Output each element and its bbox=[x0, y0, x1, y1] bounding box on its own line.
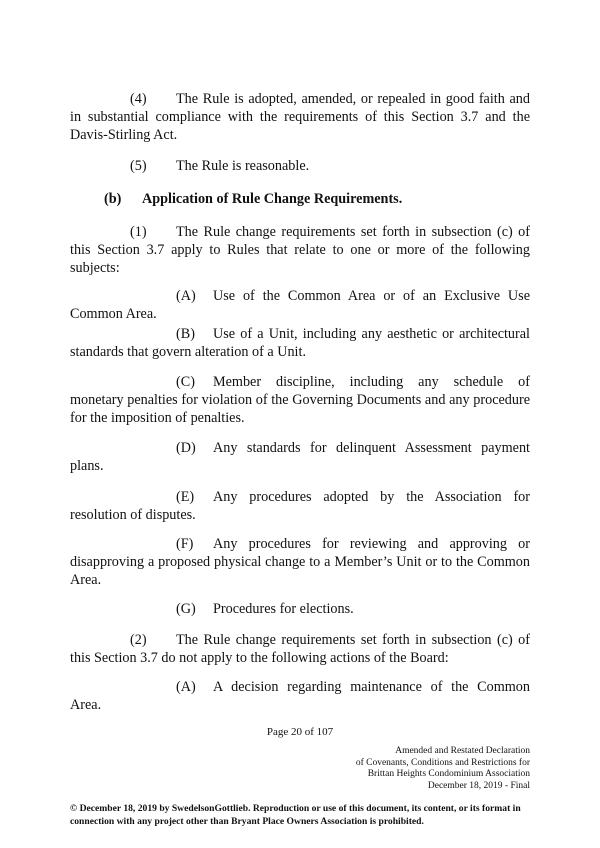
paragraph-label: (E) bbox=[176, 489, 195, 505]
paragraph-text: Member discipline, including any schedule of monetary penalties for violation of the Governing Documents and any procedure for the imposition of penalties. bbox=[70, 374, 530, 426]
paragraph-label: (B) bbox=[176, 326, 195, 342]
section-heading-b bbox=[70, 190, 530, 208]
paragraph-text: The Rule change requirements set forth in subsection (c) of this Section 3.7 apply to Rules that relate to one or more of the following subjects: bbox=[70, 224, 530, 276]
paragraph-label: (2) bbox=[130, 632, 147, 648]
paragraph-1 bbox=[70, 223, 530, 277]
paragraph-A bbox=[70, 287, 530, 323]
paragraph-label: (F) bbox=[176, 536, 194, 552]
footer-line: December 18, 2019 - Final bbox=[427, 780, 530, 791]
paragraph-label: (G) bbox=[176, 601, 196, 617]
paragraph-text: The Rule is reasonable. bbox=[176, 158, 310, 174]
paragraph-text: The Rule is adopted, amended, or repealed in good faith and in substantial compliance with the requirements of this Section 3.7 and the Davis-Stirling Act. bbox=[70, 91, 530, 143]
paragraph-text: The Rule change requirements set forth in subsection (c) of this Section 3.7 do not apply to the following actions of the Board: bbox=[70, 632, 530, 666]
paragraph-label: (5) bbox=[130, 158, 147, 174]
paragraph-label: (D) bbox=[176, 440, 196, 456]
paragraph-F bbox=[70, 535, 530, 589]
paragraph-E bbox=[70, 488, 530, 524]
paragraph-label: (A) bbox=[176, 288, 196, 304]
copyright-notice: © December 18, 2019 by SwedelsonGottlieb. Reproduction or use of this document, its content, or its format in connection with any project other than Bryant Place Owners Association is prohibited. bbox=[70, 803, 521, 827]
paragraph-text: Any procedures adopted by the Association for resolution of disputes. bbox=[70, 489, 530, 523]
heading-text: Application of Rule Change Requirements. bbox=[142, 191, 403, 207]
paragraph-label: (A) bbox=[176, 679, 196, 695]
footer-line: Brittan Heights Condominium Association bbox=[367, 769, 530, 779]
paragraph-label: (4) bbox=[130, 91, 147, 107]
paragraph-text: Any procedures for reviewing and approving or disapproving a proposed physical change to a Member’s Unit or to the Common Area. bbox=[70, 536, 530, 588]
paragraph-B bbox=[70, 325, 530, 361]
page-number: Page 20 of 107 bbox=[266, 726, 334, 738]
paragraph-label: (C) bbox=[176, 374, 195, 390]
heading-label: (b) bbox=[104, 191, 122, 207]
paragraph-G bbox=[70, 600, 530, 618]
paragraph-text: Procedures for elections. bbox=[213, 601, 354, 617]
paragraph-5 bbox=[70, 157, 530, 175]
document-body bbox=[70, 90, 530, 828]
paragraph-label: (1) bbox=[130, 224, 147, 240]
paragraph-2 bbox=[70, 631, 530, 667]
footer-line: Amended and Restated Declaration bbox=[395, 746, 530, 756]
paragraph-text: Use of the Common Area or of an Exclusive Use Common Area. bbox=[70, 288, 530, 322]
paragraph-text: A decision regarding maintenance of the Common Area. bbox=[70, 679, 530, 713]
paragraph-D bbox=[70, 439, 530, 475]
document-footer bbox=[70, 746, 530, 792]
paragraph-text: Use of a Unit, including any aesthetic or architectural standards that govern alteration of a Unit. bbox=[70, 326, 530, 360]
footer-line: of Covenants, Conditions and Restrictions for bbox=[355, 757, 530, 768]
paragraph-C bbox=[70, 373, 530, 427]
paragraph-2A bbox=[70, 678, 530, 714]
paragraph-4 bbox=[70, 90, 530, 144]
paragraph-text: Any standards for delinquent Assessment payment plans. bbox=[70, 440, 530, 474]
